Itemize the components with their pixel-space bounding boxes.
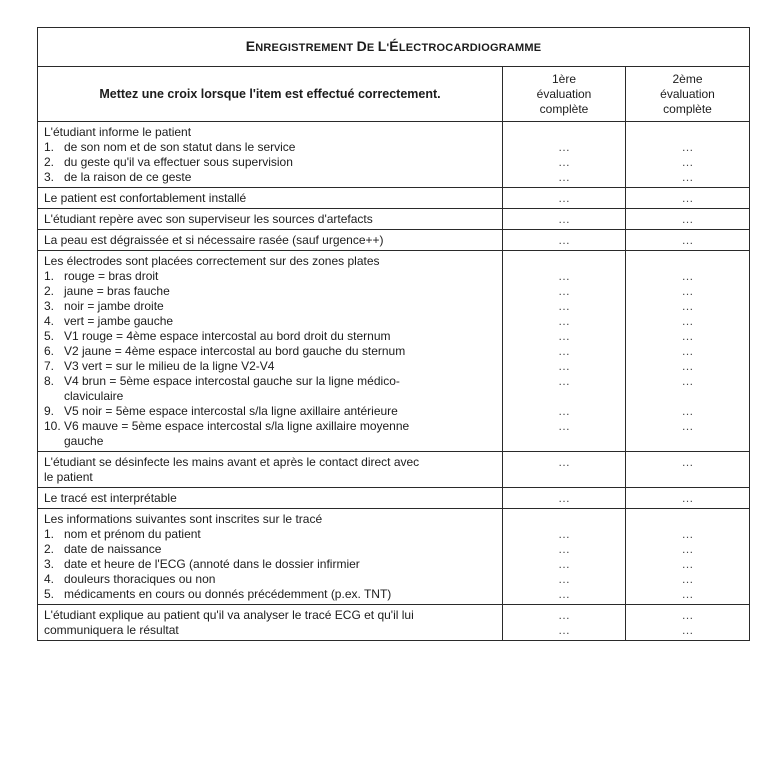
criterion-text: [38, 209, 503, 230]
title-char: M: [524, 41, 534, 54]
item-text: V4 brun = 5ème espace intercostal gauche sur la ligne médico-: [64, 374, 400, 388]
criterion-item: [44, 155, 496, 170]
title-char: E: [313, 41, 322, 54]
item-text: V1 rouge = 4ème espace intercostal au bord droit du sternum: [64, 329, 391, 343]
check-mark: …: [681, 455, 694, 469]
check-mark: …: [681, 329, 694, 343]
criterion-text: [38, 122, 503, 188]
criterion-item: [44, 557, 496, 572]
criterion-row: [38, 509, 750, 605]
title-char: L: [377, 37, 387, 54]
item-number: 2.: [44, 284, 55, 298]
check-mark: …: [681, 608, 694, 622]
item-number: 4.: [44, 572, 55, 586]
title-char: T: [298, 41, 306, 54]
check-mark: …: [558, 455, 570, 469]
criterion-item: [44, 329, 496, 344]
title-char: E: [245, 37, 256, 54]
check-mark: …: [558, 329, 570, 343]
item-number: 10.: [44, 419, 61, 433]
form-title: [246, 39, 542, 54]
check-mark: …: [681, 359, 694, 373]
second-evaluation-mark: [626, 488, 750, 509]
check-mark: …: [681, 572, 694, 586]
title-char: M: [321, 41, 331, 54]
item-number: 7.: [44, 359, 55, 373]
title-char: E: [405, 41, 414, 54]
criterion-label: Le tracé est interprétable: [44, 491, 177, 505]
first-evaluation-mark: [503, 452, 626, 488]
check-mark: …: [558, 212, 570, 226]
title-char: É: [389, 37, 399, 54]
check-mark: …: [558, 557, 570, 571]
check-mark: …: [681, 299, 694, 313]
second-evaluation-mark: [626, 509, 750, 605]
first-eval-line-2: évaluation: [536, 86, 592, 101]
item-text: date et heure de l'ECG (annoté dans le dossier infirmier: [64, 557, 360, 571]
check-mark: [503, 470, 625, 485]
criterion-row: [38, 230, 750, 251]
check-mark: [503, 125, 625, 140]
check-mark: …: [558, 233, 570, 247]
check-mark: …: [681, 212, 694, 226]
check-mark: …: [681, 344, 694, 358]
criterion-text: [38, 509, 503, 605]
check-mark: …: [558, 140, 570, 154]
title-char: E: [366, 41, 375, 54]
criterion-item: [44, 419, 496, 434]
evaluation-table: [37, 27, 750, 641]
item-number: 6.: [44, 344, 55, 358]
title-char: N: [338, 41, 347, 54]
criterion-intro: L'étudiant informe le patient: [44, 125, 192, 139]
item-text: noir = jambe droite: [64, 299, 164, 313]
criterion-text: [38, 251, 503, 452]
item-number: 1.: [44, 527, 55, 541]
title-char: L: [398, 41, 406, 54]
check-mark: [626, 254, 749, 269]
title-char: A: [453, 41, 462, 54]
item-number: 2.: [44, 155, 55, 169]
second-evaluation-mark: [626, 188, 750, 209]
first-evaluation-mark: [503, 122, 626, 188]
check-mark: …: [558, 359, 570, 373]
check-mark: …: [681, 284, 694, 298]
check-mark: [626, 389, 749, 404]
check-mark: [503, 389, 625, 404]
title-char: E: [271, 41, 280, 54]
item-text: date de naissance: [64, 542, 162, 556]
first-evaluation-mark: [503, 188, 626, 209]
check-mark: …: [681, 191, 694, 205]
check-mark: …: [681, 557, 694, 571]
item-number: 8.: [44, 374, 55, 388]
criterion-item: [44, 374, 496, 389]
title-char: E: [330, 41, 339, 54]
title-char: R: [461, 41, 470, 54]
title-char: T: [421, 41, 429, 54]
check-mark: …: [558, 269, 570, 283]
title-char: I: [477, 41, 482, 54]
item-number: 4.: [44, 314, 55, 328]
title-char: R: [305, 41, 314, 54]
check-mark: …: [558, 155, 570, 169]
title-char: I: [287, 41, 292, 54]
check-mark: …: [681, 491, 694, 505]
item-text: nom et prénom du patient: [64, 527, 201, 541]
check-mark: …: [558, 170, 570, 184]
criterion-intro: Les informations suivantes sont inscrites sur le tracé: [44, 512, 323, 526]
second-evaluation-header: [626, 67, 750, 122]
item-number: 5.: [44, 587, 55, 601]
item-number: 3.: [44, 170, 55, 184]
criterion-item: [44, 299, 496, 314]
first-eval-line-1: 1ère: [551, 71, 577, 86]
check-mark: …: [681, 269, 694, 283]
item-text: V5 noir = 5ème espace intercostal s/la ligne axillaire antérieure: [64, 404, 398, 418]
item-text: jaune = bras fauche: [64, 284, 170, 298]
check-mark: …: [558, 344, 570, 358]
title-char: T: [346, 41, 354, 54]
criterion-item: [44, 344, 496, 359]
check-mark: …: [681, 404, 694, 418]
criterion-item: [44, 572, 496, 587]
criterion-item: [44, 404, 496, 419]
first-evaluation-mark: [503, 251, 626, 452]
criterion-row: [38, 188, 750, 209]
form-title-cell: [38, 28, 750, 67]
item-number: 5.: [44, 329, 55, 343]
check-mark: [626, 434, 749, 449]
check-mark: [626, 512, 749, 527]
check-mark: [503, 512, 625, 527]
item-number: 2.: [44, 542, 55, 556]
criterion-item: [44, 284, 496, 299]
title-char: G: [279, 41, 288, 54]
item-text: V3 vert = sur le milieu de la ligne V2-V4: [64, 359, 275, 373]
title-char: O: [436, 41, 446, 54]
item-text-cont: claviculaire: [64, 389, 124, 403]
criterion-row: [38, 605, 750, 641]
criterion-item: [44, 314, 496, 329]
second-evaluation-mark: [626, 230, 750, 251]
criterion-item: [44, 140, 496, 155]
criterion-item: [44, 359, 496, 374]
item-text: rouge = bras droit: [64, 269, 159, 283]
check-mark: …: [558, 284, 570, 298]
check-mark: …: [681, 419, 694, 433]
item-text: douleurs thoraciques ou non: [64, 572, 216, 586]
check-mark: …: [681, 140, 694, 154]
first-evaluation-mark: [503, 488, 626, 509]
item-text: de son nom et de son statut dans le service: [64, 140, 296, 154]
criterion-label-cont: communiquera le résultat: [44, 623, 179, 637]
criterion-label: La peau est dégraissée et si nécessaire rasée (sauf urgence++): [44, 233, 384, 247]
item-text: du geste qu'il va effectuer sous supervision: [64, 155, 293, 169]
title-char: D: [356, 37, 367, 54]
check-mark: …: [558, 527, 570, 541]
item-text: médicaments en cours ou donnés précédemment (p.ex. TNT): [64, 587, 392, 601]
check-mark: …: [681, 314, 694, 328]
check-mark: …: [558, 542, 570, 556]
first-evaluation-mark: [503, 230, 626, 251]
criterion-text: [38, 605, 503, 641]
check-mark: …: [681, 155, 694, 169]
title-char: N: [255, 41, 264, 54]
criterion-row: [38, 452, 750, 488]
second-eval-line-3: complète: [663, 101, 712, 116]
item-number: 3.: [44, 299, 55, 313]
check-mark: …: [558, 299, 570, 313]
title-char: R: [263, 41, 272, 54]
first-evaluation-mark: [503, 605, 626, 641]
check-mark: …: [558, 404, 570, 418]
title-char: S: [291, 41, 299, 54]
title-char: D: [469, 41, 478, 54]
title-char: M: [515, 41, 525, 54]
criterion-item: [44, 170, 496, 185]
check-mark: …: [681, 374, 694, 388]
first-evaluation-mark: [503, 209, 626, 230]
check-mark: …: [681, 233, 694, 247]
second-evaluation-mark: [626, 122, 750, 188]
item-number: 3.: [44, 557, 55, 571]
criterion-intro: Les électrodes sont placées correctement sur des zones plates: [44, 254, 380, 268]
second-evaluation-mark: [626, 605, 750, 641]
check-mark: …: [558, 314, 570, 328]
check-mark: [626, 470, 749, 485]
criterion-label: Le patient est confortablement installé: [44, 191, 247, 205]
item-number: 9.: [44, 404, 55, 418]
item-text-cont: gauche: [64, 434, 104, 448]
title-char: C: [413, 41, 422, 54]
first-evaluation-mark: [503, 509, 626, 605]
title-char: E: [533, 41, 542, 54]
check-mark: …: [558, 587, 570, 601]
criterion-label: L'étudiant se désinfecte les mains avant et après le contact direct avec: [44, 455, 420, 469]
title-char: O: [481, 41, 490, 54]
criterion-text: [38, 188, 503, 209]
criterion-text: [38, 230, 503, 251]
check-mark: …: [681, 170, 694, 184]
title-char: G: [489, 41, 499, 54]
check-mark: [626, 125, 749, 140]
second-evaluation-mark: [626, 251, 750, 452]
check-mark: …: [558, 419, 570, 433]
second-evaluation-mark: [626, 452, 750, 488]
second-eval-line-2: évaluation: [660, 86, 715, 101]
criterion-item: [44, 269, 496, 284]
criterion-row: [38, 251, 750, 452]
criterion-text: [38, 488, 503, 509]
check-mark: …: [558, 623, 570, 637]
check-mark: [503, 434, 625, 449]
first-eval-line-3: complète: [539, 101, 589, 116]
item-number: 1.: [44, 140, 55, 154]
criterion-label: L'étudiant explique au patient qu'il va analyser le tracé ECG et qu'il lui: [44, 608, 414, 622]
criterion-label: L'étudiant repère avec son superviseur les sources d'artefacts: [44, 212, 373, 226]
item-text: de la raison de ce geste: [64, 170, 192, 184]
item-text: vert = jambe gauche: [64, 314, 174, 328]
second-evaluation-mark: [626, 209, 750, 230]
item-number: 1.: [44, 269, 55, 283]
check-mark: …: [681, 623, 694, 637]
criterion-row: [38, 488, 750, 509]
check-mark: …: [558, 572, 570, 586]
title-char: R: [428, 41, 437, 54]
item-text: V2 jaune = 4ème espace intercostal au bord gauche du sternum: [64, 344, 406, 358]
first-evaluation-header: [503, 67, 626, 122]
criterion-row: [38, 122, 750, 188]
check-mark: [503, 254, 625, 269]
criterion-item: [44, 527, 496, 542]
instruction-header: Mettez une croix lorsque l'item est effectué correctement.: [38, 67, 503, 122]
criterion-text: [38, 452, 503, 488]
check-mark: …: [558, 191, 570, 205]
ecg-evaluation-form: [37, 27, 749, 641]
criterion-label-cont: le patient: [44, 470, 93, 484]
check-mark: …: [681, 527, 694, 541]
item-text: V6 mauve = 5ème espace intercostal s/la ligne axillaire moyenne: [64, 419, 410, 433]
title-char: A: [506, 41, 516, 54]
check-mark: …: [681, 542, 694, 556]
criterion-item: [44, 542, 496, 557]
title-char: C: [445, 41, 454, 54]
second-eval-line-1: 2ème: [672, 71, 703, 86]
check-mark: …: [558, 374, 570, 388]
check-mark: …: [558, 608, 570, 622]
title-char: ': [386, 41, 390, 54]
criterion-row: [38, 209, 750, 230]
check-mark: …: [558, 491, 570, 505]
check-mark: …: [681, 587, 694, 601]
criterion-item: [44, 587, 496, 602]
title-char: R: [498, 41, 507, 54]
